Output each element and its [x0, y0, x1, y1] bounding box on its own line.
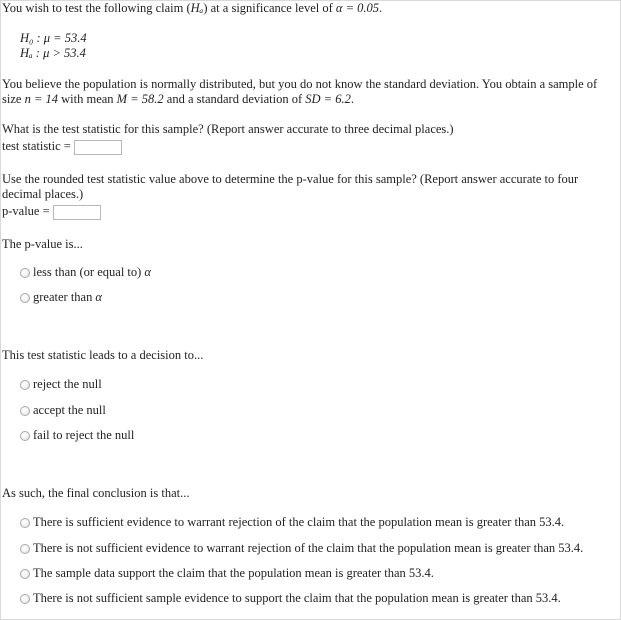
conclusion-option-1[interactable] — [20, 515, 564, 530]
radio-button[interactable] — [20, 518, 30, 528]
p-value-question-line1: Use the rounded test statistic value above to determine the p-value for this sample? (Report answer accurate to four — [2, 172, 579, 186]
sample-info-line2 — [2, 92, 354, 107]
sample-info-line1: You believe the population is normally distributed, but you do not know the standard deviation. You obtain a sample of — [2, 77, 598, 91]
test-statistic-input[interactable] — [74, 140, 122, 155]
sample-sd-text: and a standard deviation of — [163, 92, 306, 106]
option-label: fail to reject the null — [33, 428, 135, 442]
sample-mean-text: with mean — [58, 92, 117, 106]
intro-line — [2, 1, 382, 16]
option-label: less than (or equal to) — [33, 265, 142, 279]
option-label: The sample data support the claim that the population mean is greater than 53.4. — [33, 566, 434, 580]
radio-button[interactable] — [20, 431, 30, 441]
claim-symbol: Hₐ — [190, 1, 204, 15]
sample-size-text: size — [2, 92, 25, 106]
radio-button[interactable] — [20, 406, 30, 416]
radio-button[interactable] — [20, 544, 30, 554]
test-statistic-question: What is the test statistic for this sample? (Report answer accurate to three decimal places.) — [2, 122, 454, 136]
option-greater-than-alpha[interactable] — [20, 290, 102, 305]
decision-prompt: This test statistic leads to a decision to... — [2, 348, 204, 362]
test-statistic-label: test statistic = — [2, 139, 71, 153]
option-label: accept the null — [33, 403, 106, 417]
conclusion-option-4[interactable] — [20, 591, 561, 606]
intro-middle: ) at a significance level of — [203, 1, 336, 15]
option-label: reject the null — [33, 377, 102, 391]
radio-button[interactable] — [20, 594, 30, 604]
null-hypothesis: H₀ : μ = 53.4 — [20, 31, 87, 45]
p-value-input[interactable] — [53, 205, 101, 220]
p-value-row — [2, 204, 101, 220]
option-label: There is not sufficient sample evidence to support the claim that the population mean is greater than 53.4. — [33, 591, 561, 605]
option-label: There is not sufficient evidence to warrant rejection of the claim that the population mean is greater than 53.4. — [33, 541, 584, 555]
radio-button[interactable] — [20, 380, 30, 390]
radio-button[interactable] — [20, 268, 30, 278]
option-fail-to-reject-null[interactable] — [20, 428, 134, 443]
conclusion-prompt: As such, the final conclusion is that... — [2, 486, 190, 500]
option-label: There is sufficient evidence to warrant rejection of the claim that the population mean is greater than 53.4. — [33, 515, 565, 529]
alpha-symbol: α — [95, 290, 102, 304]
option-accept-null[interactable] — [20, 403, 106, 418]
alpha-expression: α = 0.05 — [335, 1, 380, 15]
sample-info-end: . — [350, 92, 354, 106]
intro-suffix: . — [379, 1, 383, 15]
radio-button[interactable] — [20, 569, 30, 579]
sample-sd-expression: SD = 6.2 — [305, 92, 351, 106]
p-value-label: p-value = — [2, 204, 50, 218]
test-statistic-row — [2, 139, 122, 155]
option-reject-null[interactable] — [20, 377, 102, 392]
intro-prefix: You wish to test the following claim ( — [2, 1, 191, 15]
p-value-question-line2: decimal places.) — [2, 187, 84, 201]
alpha-symbol: α — [144, 265, 151, 279]
option-less-than-alpha[interactable] — [20, 265, 151, 280]
alternative-hypothesis: Hₐ : μ > 53.4 — [20, 46, 86, 60]
sample-size-expression: n = 14 — [24, 92, 58, 106]
sample-mean-expression: M = 58.2 — [116, 92, 164, 106]
conclusion-option-2[interactable] — [20, 541, 583, 556]
conclusion-option-3[interactable] — [20, 566, 434, 581]
option-label: greater than — [33, 290, 93, 304]
radio-button[interactable] — [20, 293, 30, 303]
p-value-comparison-prompt: The p-value is... — [2, 237, 83, 251]
